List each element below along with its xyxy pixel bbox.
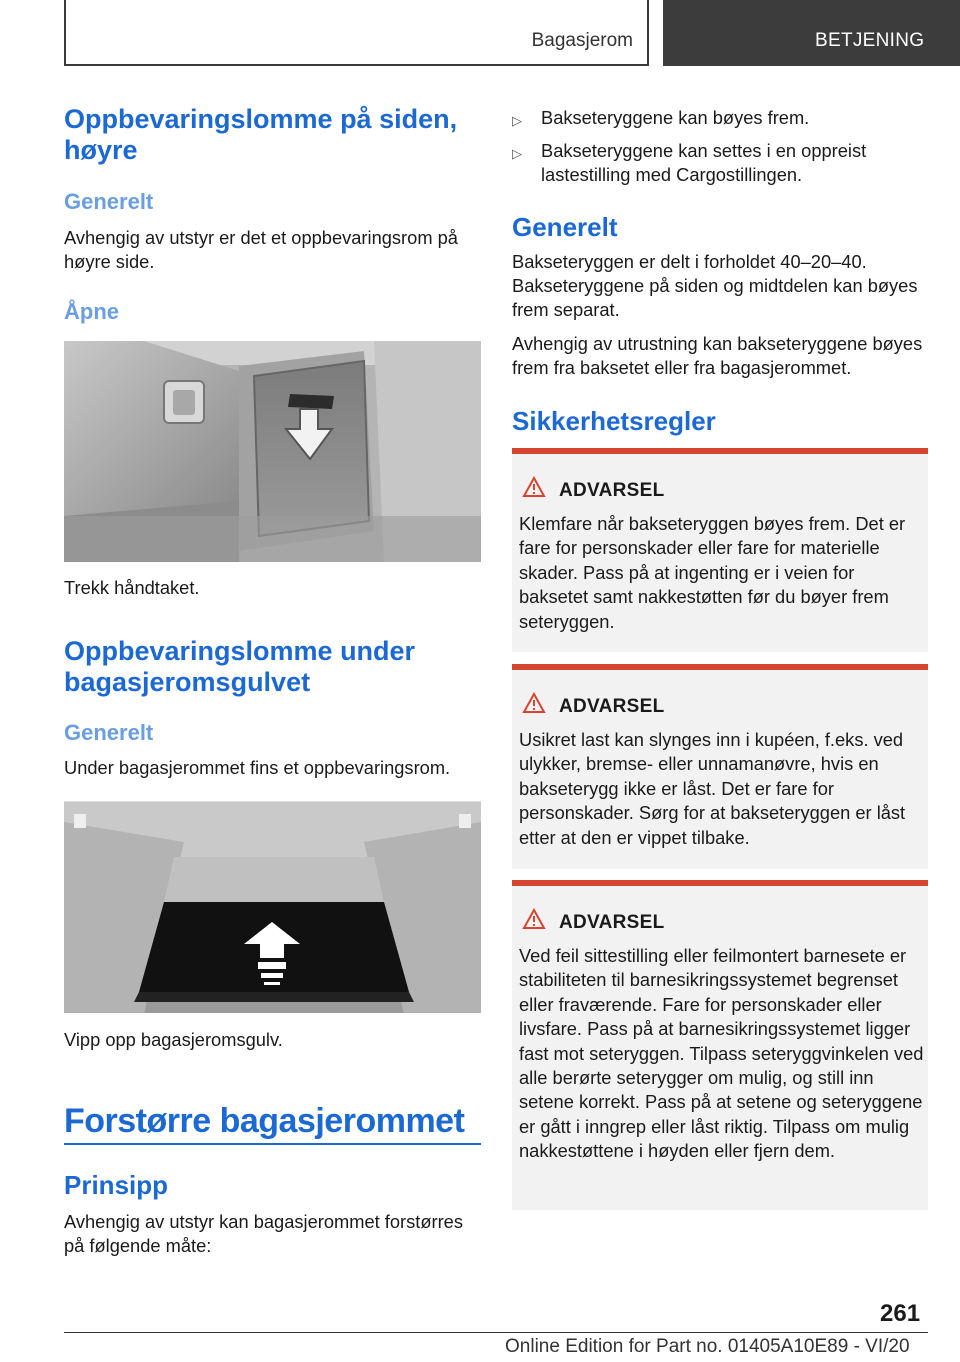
warning-text: Klemfare når bakseteryggen bøyes frem. Det er fare for personskader eller fare for materielle skader. Pass på at ingenting er i veien for baksetet samt nakkestøtten før du bøyer frem seteryggen. bbox=[519, 513, 906, 632]
para-generelt-2: Avhengig av utrustning kan bakseteryggene bøyes frem fra baksetet eller fra bagasjerommet. bbox=[512, 333, 923, 378]
heading-under-floor: Oppbevaringslomme under bagasjeromsgulvet bbox=[64, 636, 416, 697]
footer-rule bbox=[64, 1332, 928, 1333]
header-chapter-tab bbox=[663, 0, 960, 66]
warning-box bbox=[512, 880, 928, 1210]
caption-lift-floor: Vipp opp bagasjeromsgulv. bbox=[64, 1029, 283, 1050]
warning-title: ADVARSEL bbox=[559, 480, 665, 501]
subheading-generelt-2: Generelt bbox=[64, 720, 154, 745]
warning-triangle-icon bbox=[522, 908, 546, 930]
photo-floor-pocket bbox=[64, 801, 481, 1013]
heading-safety: Sikkerhetsregler bbox=[512, 406, 716, 436]
header-chapter-title: BETJENING bbox=[815, 30, 925, 51]
triangle-bullet-icon: ▷ bbox=[512, 146, 522, 161]
caption-pull-handle: Trekk håndtaket. bbox=[64, 577, 200, 598]
subheading-generelt-1: Generelt bbox=[64, 189, 154, 214]
para-under-floor: Under bagasjerommet fins et oppbevaringsrom. bbox=[64, 757, 451, 778]
photo-side-pocket bbox=[64, 341, 481, 562]
heading-enlarge-luggage: Forstørre bagasjerommet bbox=[64, 1102, 465, 1140]
warning-triangle-icon bbox=[522, 692, 546, 714]
warning-box bbox=[512, 448, 928, 652]
footer-edition: Online Edition for Part no. 01405A10E89 - VI/20 bbox=[505, 1336, 910, 1357]
heading-generelt: Generelt bbox=[512, 212, 618, 242]
warning-text: Usikret last kan slynges inn i kupéen, f.eks. ved ulykker, bremse- eller unnamanøvre, hvis en bakseterygg ikke er låst. Det er fare for personskader. Sørg for at bakseteryggen er låst etter at den er vippet tilbake. bbox=[519, 729, 906, 848]
header-section-box bbox=[64, 0, 649, 66]
warning-box bbox=[512, 664, 928, 869]
warning-text: Ved feil sittestilling eller feilmontert barnesete er stabiliteten til barnesikringssystemet begrenset eller fraværende. Fare for personskader eller livsfare. Pass på at barnesikringssystemet ligger fast mot seteryggen. Tilpass seteryggvinkelen ved alle berørte seterygger om mulig, og still inn setene korrekt. Pass på at setene og seteryggene er gått i inngrep eller låst riktig. Tilpass om mulig nakkestøttene i høyden eller fjern dem. bbox=[519, 945, 924, 1162]
heading-underline bbox=[64, 1143, 481, 1145]
warning-triangle-icon bbox=[522, 476, 546, 498]
subheading-apne: Åpne bbox=[64, 299, 119, 324]
para-prinsipp: Avhengig av utstyr kan bagasjerommet forstørres på følgende måte: bbox=[64, 1211, 463, 1256]
page-number: 261 bbox=[880, 1300, 921, 1327]
heading-right-pocket: Oppbevaringslomme på siden, høyre bbox=[64, 104, 458, 165]
para-generelt-1: Bakseteryggen er delt i forholdet 40–20–40. Bakseteryggene på siden og midtdelen kan bøyes frem separat. bbox=[512, 251, 918, 320]
heading-prinsipp: Prinsipp bbox=[64, 1170, 169, 1200]
triangle-bullet-icon: ▷ bbox=[512, 113, 522, 128]
warning-title: ADVARSEL bbox=[559, 696, 665, 717]
header-section-title: Bagasjerom bbox=[531, 30, 633, 51]
para-right-pocket: Avhengig av utstyr er det et oppbevaringsrom på høyre side. bbox=[64, 227, 458, 272]
warning-title: ADVARSEL bbox=[559, 912, 665, 933]
